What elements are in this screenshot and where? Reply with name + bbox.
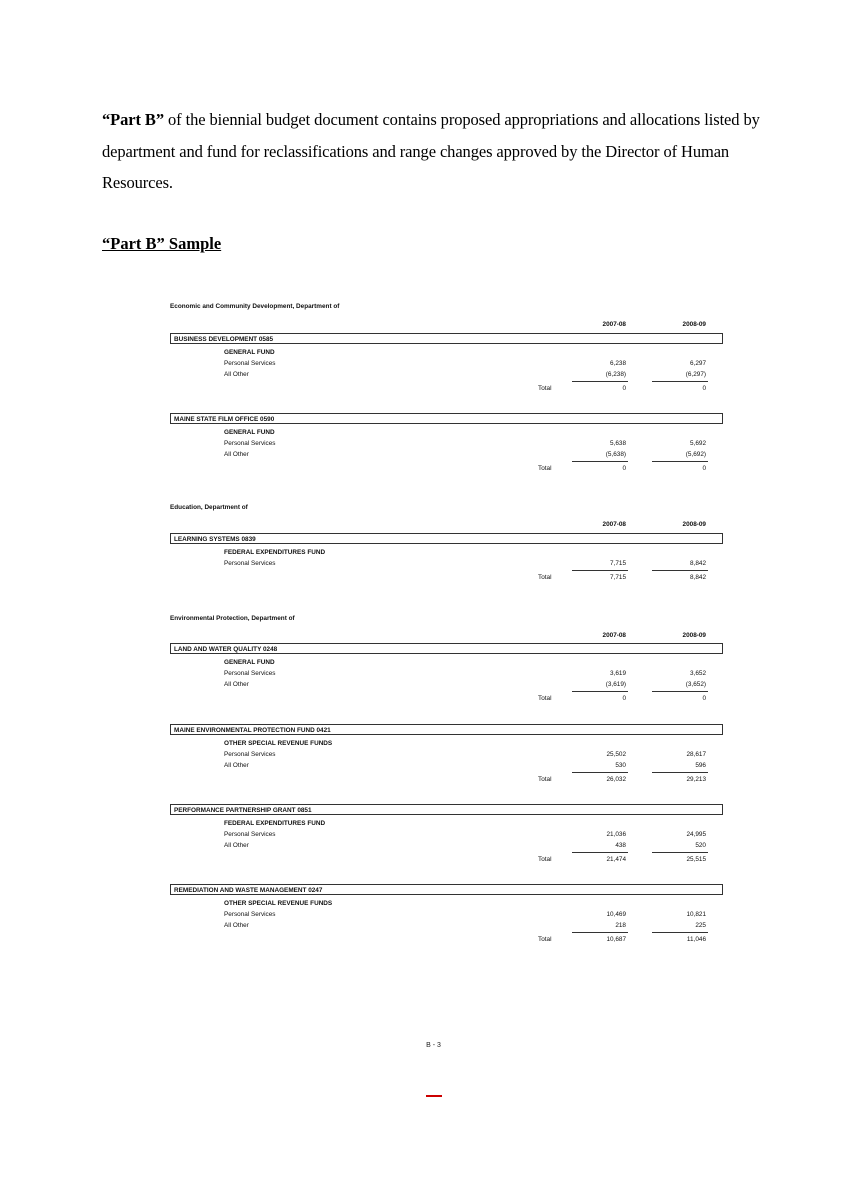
value-year-1: (5,638) (605, 451, 626, 458)
total-year-2: 0 (702, 465, 706, 472)
line-item-label: Personal Services (224, 911, 276, 918)
total-rule-2 (652, 772, 708, 773)
line-item-label: All Other (224, 922, 249, 929)
total-year-2: 0 (702, 385, 706, 392)
value-year-2: 8,842 (690, 560, 706, 567)
program-title-box: LAND AND WATER QUALITY 0248 (170, 643, 723, 654)
total-rule-2 (652, 570, 708, 571)
program-title-box: PERFORMANCE PARTNERSHIP GRANT 0851 (170, 804, 723, 815)
total-year-1: 0 (622, 385, 626, 392)
total-label: Total (538, 574, 552, 581)
total-label: Total (538, 936, 552, 943)
total-rule-2 (652, 461, 708, 462)
department-title: Education, Department of (170, 504, 248, 511)
value-year-1: 25,502 (606, 751, 626, 758)
total-rule-1 (572, 852, 628, 853)
value-year-1: 218 (615, 922, 626, 929)
total-year-1: 10,687 (606, 936, 626, 943)
total-year-2: 29,213 (686, 776, 706, 783)
value-year-2: 24,995 (686, 831, 706, 838)
total-rule-1 (572, 932, 628, 933)
total-label: Total (538, 695, 552, 702)
value-year-1: 6,238 (610, 360, 626, 367)
fund-name: FEDERAL EXPENDITURES FUND (224, 549, 326, 556)
line-item-label: All Other (224, 451, 249, 458)
value-year-2: 28,617 (686, 751, 706, 758)
value-year-1: 3,619 (610, 670, 626, 677)
value-year-2: (5,692) (685, 451, 706, 458)
value-year-1: 438 (615, 842, 626, 849)
line-item-label: Personal Services (224, 560, 276, 567)
year-header-1: 2007-08 (602, 521, 626, 528)
value-year-1: (6,238) (605, 371, 626, 378)
program-title-box: BUSINESS DEVELOPMENT 0585 (170, 333, 723, 344)
fund-name: FEDERAL EXPENDITURES FUND (224, 820, 326, 827)
total-rule-1 (572, 772, 628, 773)
sample-heading: “Part B” Sample (102, 234, 222, 253)
total-label: Total (538, 385, 552, 392)
fund-name: GENERAL FUND (224, 429, 275, 436)
total-year-1: 21,474 (606, 856, 626, 863)
department-title: Environmental Protection, Department of (170, 615, 295, 622)
total-year-1: 0 (622, 465, 626, 472)
red-mark (426, 1095, 442, 1097)
line-item-label: All Other (224, 371, 249, 378)
value-year-2: 596 (695, 762, 706, 769)
line-item-label: Personal Services (224, 751, 276, 758)
value-year-2: 520 (695, 842, 706, 849)
intro-paragraph (102, 104, 792, 199)
line-item-label: Personal Services (224, 360, 276, 367)
total-rule-2 (652, 691, 708, 692)
value-year-1: 530 (615, 762, 626, 769)
fund-name: GENERAL FUND (224, 659, 275, 666)
line-item-label: Personal Services (224, 440, 276, 447)
total-year-1: 7,715 (610, 574, 626, 581)
total-year-2: 25,515 (686, 856, 706, 863)
total-rule-1 (572, 461, 628, 462)
total-year-2: 0 (702, 695, 706, 702)
year-header-2: 2008-09 (682, 321, 706, 328)
line-item-label: All Other (224, 842, 249, 849)
intro-text: of the biennial budget document contains proposed appropriations and allocations listed by department and fund for reclassifications and range changes approved by the Director of Human Resources. (102, 110, 760, 192)
total-rule-1 (572, 691, 628, 692)
year-header-2: 2008-09 (682, 632, 706, 639)
value-year-2: (3,652) (685, 681, 706, 688)
value-year-2: 3,652 (690, 670, 706, 677)
page-number: B - 3 (426, 1042, 441, 1049)
year-header-1: 2007-08 (602, 321, 626, 328)
year-header-1: 2007-08 (602, 632, 626, 639)
total-rule-1 (572, 381, 628, 382)
value-year-1: 21,036 (606, 831, 626, 838)
value-year-1: 7,715 (610, 560, 626, 567)
intro-lead: “Part B” (102, 110, 164, 129)
line-item-label: Personal Services (224, 670, 276, 677)
line-item-label: Personal Services (224, 831, 276, 838)
program-title-box: REMEDIATION AND WASTE MANAGEMENT 0247 (170, 884, 723, 895)
value-year-2: 225 (695, 922, 706, 929)
total-year-2: 8,842 (690, 574, 706, 581)
value-year-1: (3,619) (605, 681, 626, 688)
year-header-2: 2008-09 (682, 521, 706, 528)
total-rule-1 (572, 570, 628, 571)
program-title-box: LEARNING SYSTEMS 0839 (170, 533, 723, 544)
line-item-label: All Other (224, 762, 249, 769)
total-rule-2 (652, 381, 708, 382)
fund-name: OTHER SPECIAL REVENUE FUNDS (224, 900, 333, 907)
total-rule-2 (652, 852, 708, 853)
value-year-2: (6,297) (685, 371, 706, 378)
fund-name: OTHER SPECIAL REVENUE FUNDS (224, 740, 333, 747)
total-year-1: 26,032 (606, 776, 626, 783)
line-item-label: All Other (224, 681, 249, 688)
program-title-box: MAINE STATE FILM OFFICE 0590 (170, 413, 723, 424)
program-title-box: MAINE ENVIRONMENTAL PROTECTION FUND 0421 (170, 724, 723, 735)
value-year-2: 5,692 (690, 440, 706, 447)
total-year-2: 11,046 (686, 936, 706, 943)
total-label: Total (538, 465, 552, 472)
value-year-2: 6,297 (690, 360, 706, 367)
department-title: Economic and Community Development, Department of (170, 303, 340, 310)
total-label: Total (538, 776, 552, 783)
total-rule-2 (652, 932, 708, 933)
fund-name: GENERAL FUND (224, 349, 275, 356)
value-year-2: 10,821 (686, 911, 706, 918)
value-year-1: 5,638 (610, 440, 626, 447)
total-label: Total (538, 856, 552, 863)
value-year-1: 10,469 (606, 911, 626, 918)
total-year-1: 0 (622, 695, 626, 702)
